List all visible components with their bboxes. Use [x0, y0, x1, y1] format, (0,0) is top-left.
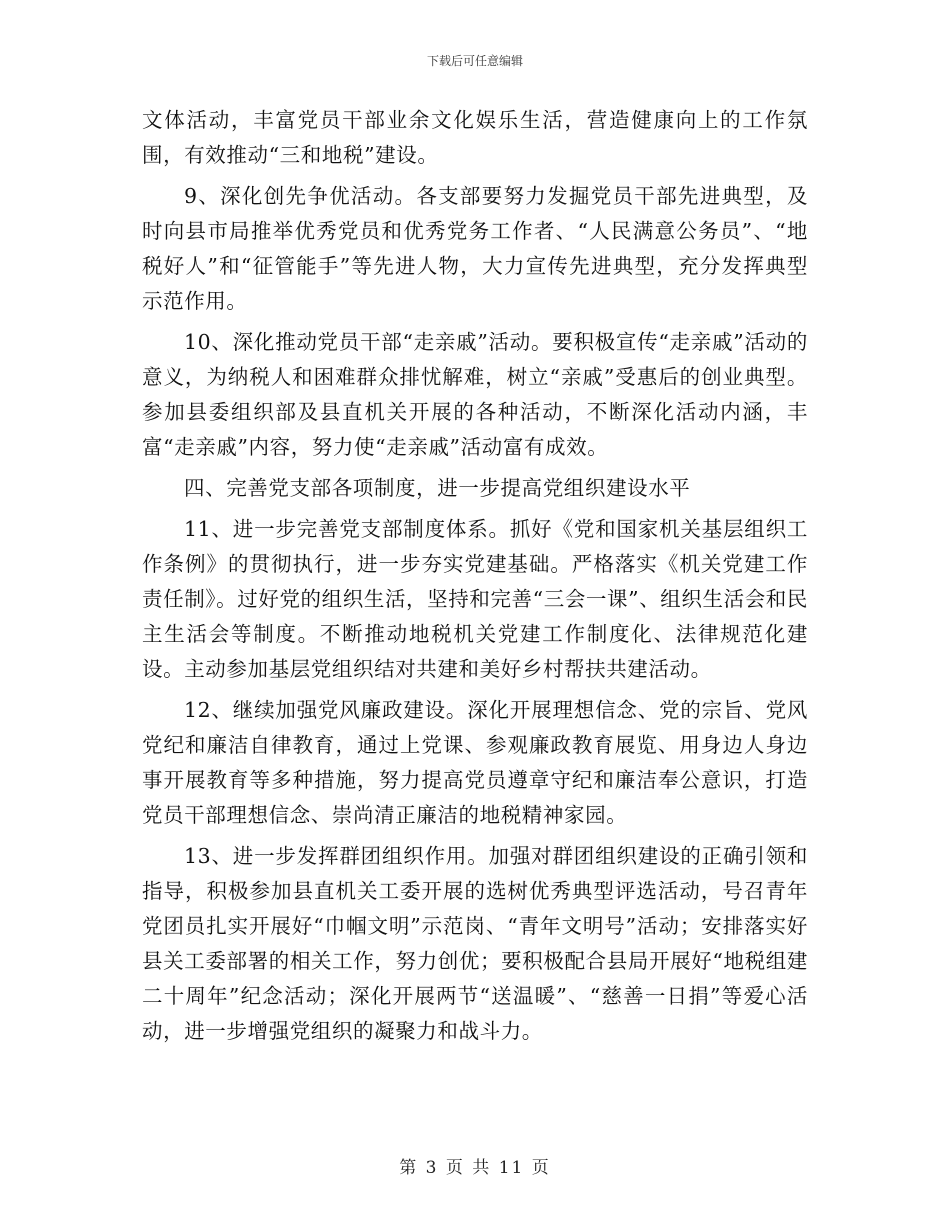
paragraph-item-11: 11、进一步完善党支部制度体系。抓好《党和国家机关基层组织工作条例》的贯彻执行，进一步夯实党建基础。严格落实《机关党建工作责任制》。过好党的组织生活，坚持和完善“三会一课”、组织生活会和民主生活会等制度。不断推动地税机关党建工作制度化、法律规范化建设。主动参加基层党组织结对共建和美好乡村帮扶共建活动。 [142, 517, 809, 681]
page-footer: 第 3 页 共 11 页 [399, 1158, 551, 1178]
paragraph-continuation: 文体活动，丰富党员干部业余文化娱乐生活，营造健康向上的工作氛围，有效推动“三和地税”建设。 [142, 108, 808, 167]
paragraph-item-12: 12、继续加强党风廉政建设。深化开展理想信念、党的宗旨、党风党纪和廉洁自律教育，通过上党课、参观廉政教育展览、用身边人身边事开展教育等多种措施，努力提高党员遵章守纪和廉洁奉公意识，打造党员干部理想信念、崇尚清正廉洁的地税精神家园。 [142, 698, 808, 827]
section-heading-4: 四、完善党支部各项制度，进一步提高党组织建设水平 [184, 476, 691, 500]
page-header: 下载后可任意编辑 [426, 54, 523, 68]
paragraph-item-10: 10、深化推动党员干部“走亲戚”活动。要积极宣传“走亲戚”活动的意义，为纳税人和困难群众排忧解难，树立“亲戚”受惠后的创业典型。参加县委组织部及县直机关开展的各种活动，不断深化活动内涵，丰富“走亲戚”内容，努力使“走亲戚”活动富有成效。 [142, 330, 808, 459]
paragraph-item-13: 13、进一步发挥群团组织作用。加强对群团组织建设的正确引领和指导，积极参加县直机关工委开展的选树优秀典型评选活动，号召青年党团员扎实开展好“巾帼文明”示范岗、“青年文明号”活动；安排落实好县关工委部署的相关工作，努力创优；要积极配合县局开展好“地税组建二十周年”纪念活动；深化开展两节“送温暖”、“慈善一日捐”等爱心活动，进一步增强党组织的凝聚力和战斗力。 [142, 844, 808, 1043]
paragraph-item-9: 9、深化创先争优活动。各支部要努力发掘党员干部先进典型，及时向县市局推举优秀党员和优秀党务工作者、“人民满意公务员”、“地税好人”和“征管能手”等先进人物，大力宣传先进典型，充分发挥典型示范作用。 [142, 184, 808, 313]
document-body [142, 103, 808, 1055]
